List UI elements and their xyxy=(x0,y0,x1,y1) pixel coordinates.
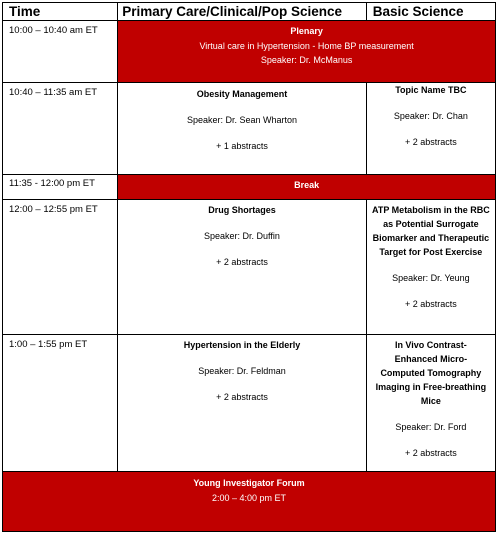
session-title: Topic Name TBC xyxy=(395,85,467,95)
session-title: Hypertension in the Elderly xyxy=(183,340,301,350)
time-cell: 10:40 – 11:35 am ET xyxy=(3,83,118,175)
time-cell: 10:00 – 10:40 am ET xyxy=(3,21,118,83)
session-title: In Vivo Contrast-Enhanced Micro-Computed Tomography Imaging in Free-breathing Mice xyxy=(375,340,487,406)
session-speaker: Speaker: Dr. Chan xyxy=(393,111,468,121)
forum-cell xyxy=(3,472,496,532)
break-cell xyxy=(118,175,496,200)
table-row xyxy=(3,472,496,532)
session-abstracts: + 2 abstracts xyxy=(216,392,268,402)
primary-session-cell xyxy=(118,335,367,472)
session-speaker: Speaker: Dr. Yeung xyxy=(392,273,470,283)
session-abstracts: + 2 abstracts xyxy=(404,448,457,458)
session-title: Drug Shortages xyxy=(208,205,276,215)
plenary-cell xyxy=(118,21,496,83)
session-speaker: Speaker: Dr. Ford xyxy=(395,422,467,432)
header-time: Time xyxy=(3,3,118,21)
primary-session-cell xyxy=(118,83,367,175)
header-basic-science: Basic Science xyxy=(366,3,495,21)
table-row xyxy=(3,21,496,83)
session-speaker: Speaker: Dr. Sean Wharton xyxy=(186,115,297,125)
time-cell: 11:35 - 12:00 pm ET xyxy=(3,175,118,200)
header-row xyxy=(3,3,496,21)
forum-time: 2:00 – 4:00 pm ET xyxy=(211,493,287,503)
session-speaker: Speaker: Dr. Duffin xyxy=(204,231,280,241)
break-label: Break xyxy=(294,180,320,190)
session-abstracts: + 2 abstracts xyxy=(216,257,268,267)
table-row xyxy=(3,175,496,200)
session-abstracts: + 2 abstracts xyxy=(404,299,457,309)
session-abstracts: + 2 abstracts xyxy=(404,137,457,147)
time-cell: 1:00 – 1:55 pm ET xyxy=(3,335,118,472)
header-primary-care: Primary Care/Clinical/Pop Science xyxy=(118,3,367,21)
table-row xyxy=(3,335,496,472)
basic-session-cell xyxy=(366,200,495,335)
table-row xyxy=(3,200,496,335)
session-title: Obesity Management xyxy=(196,89,288,99)
session-title: ATP Metabolism in the RBC as Potential Surrogate Biomarker and Therapeutic Target for Post Exercise xyxy=(372,205,490,257)
plenary-speaker: Speaker: Dr. McManus xyxy=(260,55,353,65)
plenary-title: Plenary xyxy=(290,26,323,36)
plenary-topic: Virtual care in Hypertension - Home BP measurement xyxy=(199,41,414,51)
forum-title: Young Investigator Forum xyxy=(193,478,305,488)
primary-session-cell xyxy=(118,200,367,335)
session-abstracts: + 1 abstracts xyxy=(216,141,268,151)
table-row xyxy=(3,83,496,175)
time-cell: 12:00 – 12:55 pm ET xyxy=(3,200,118,335)
basic-session-cell xyxy=(366,83,495,175)
schedule-table xyxy=(2,2,496,532)
basic-session-cell xyxy=(366,335,495,472)
session-speaker: Speaker: Dr. Feldman xyxy=(198,366,286,376)
